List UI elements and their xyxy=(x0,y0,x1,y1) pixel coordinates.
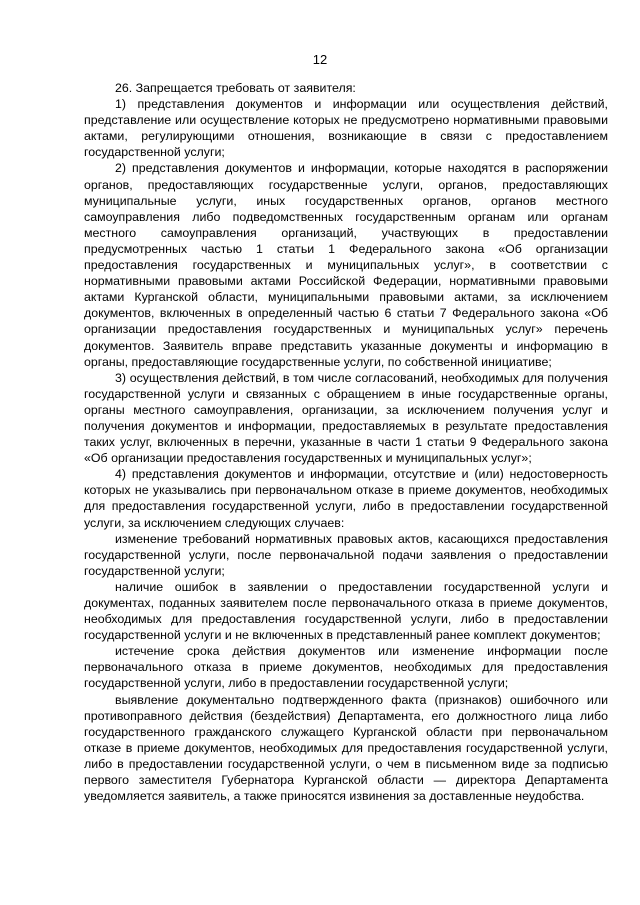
paragraph-case-errors: наличие ошибок в заявлении о предоставлении государственной услуги и документах, поданных заявителем после первоначального отказа в приеме документов, необходимых для предоставления государственной услуги, либо в предоставлении государственной услуги и не включенных в представленный ранее комплект документов; xyxy=(84,579,608,643)
page-number: 12 xyxy=(312,52,328,67)
paragraph-item-1: 1) представления документов и информации или осуществления действий, представление или осуществление которых не предусмотрено нормативными правовыми актами, регулирующими отношения, возникающие в связи с предоставлением государственной услуги; xyxy=(84,97,608,160)
paragraph-item-3: 3) осуществления действий, в том числе согласований, необходимых для получения государственной услуги и связанных с обращением в иные государственные органы, органы местного самоуправления, организации, за исключением получения услуг и получения документов и информации, предоставляемых в результате предоставления таких услуг, включенных в перечни, указанные в части 1 статьи 9 Федерального закона «Об организации предоставления государственных и муниципальных услуг»; xyxy=(84,370,608,466)
paragraph-case-requirements-change: изменение требований нормативных правовых актов, касающихся предоставления государственной услуги, после первоначальной подачи заявления о предоставлении государственной услуги; xyxy=(84,531,608,578)
paragraph-item-4: 4) представления документов и информации, отсутствие и (или) недостоверность которых не указывались при первоначальном отказе в приеме документов, необходимых для предоставления государственной услуги, либо в предоставлении государственной услуги, за исключением следующих случаев: xyxy=(84,467,608,530)
paragraph-item-2: 2) представления документов и информации, которые находятся в распоряжении органов, предоставляющих государственные услуги, органов, предоставляющих муниципальные услуги, иных государственных органов, органов местного самоуправления либо подведомственных государственным органам или органам местного самоуправления организаций, участвующих в предоставлении предусмотренных частью 1 статьи 1 Федерального закона «Об организации предоставления государственных и муниципальных услуг», в соответствии с нормативными правовыми актами Российской Федерации, нормативными правовыми актами Курганской области, муниципальными правовыми актами, за исключением документов, включенных в определенный частью 6 статьи 7 Федерального закона «Об организации предоставления государственных и муниципальных услуг» перечень документов. Заявитель вправе представить указанные документы и информацию в органы, предоставляющие государственные услуги, по собственной инициативе; xyxy=(84,161,608,369)
document-body xyxy=(84,80,608,804)
paragraph-heading-26: 26. Запрещается требовать от заявителя: xyxy=(115,81,356,95)
paragraph-case-wrongful-action: выявление документально подтвержденного факта (признаков) ошибочного или противоправного действия (бездействия) Департамента, его должностного лица либо государственного гражданского служащего Курганской области при первоначальном отказе в приеме документов, необходимых для предоставления государственной услуги, либо в предоставлении государственной услуги, о чем в письменном виде за подписью первого заместителя Губернатора Курганской области — директора Департамента уведомляется заявитель, а также приносятся извинения за доставленные неудобства. xyxy=(84,692,608,804)
paragraph-case-expiry: истечение срока действия документов или изменение информации после первоначального отказа в приеме документов, необходимых для предоставления государственной услуги, либо в предоставлении государственной услуги; xyxy=(84,644,608,691)
